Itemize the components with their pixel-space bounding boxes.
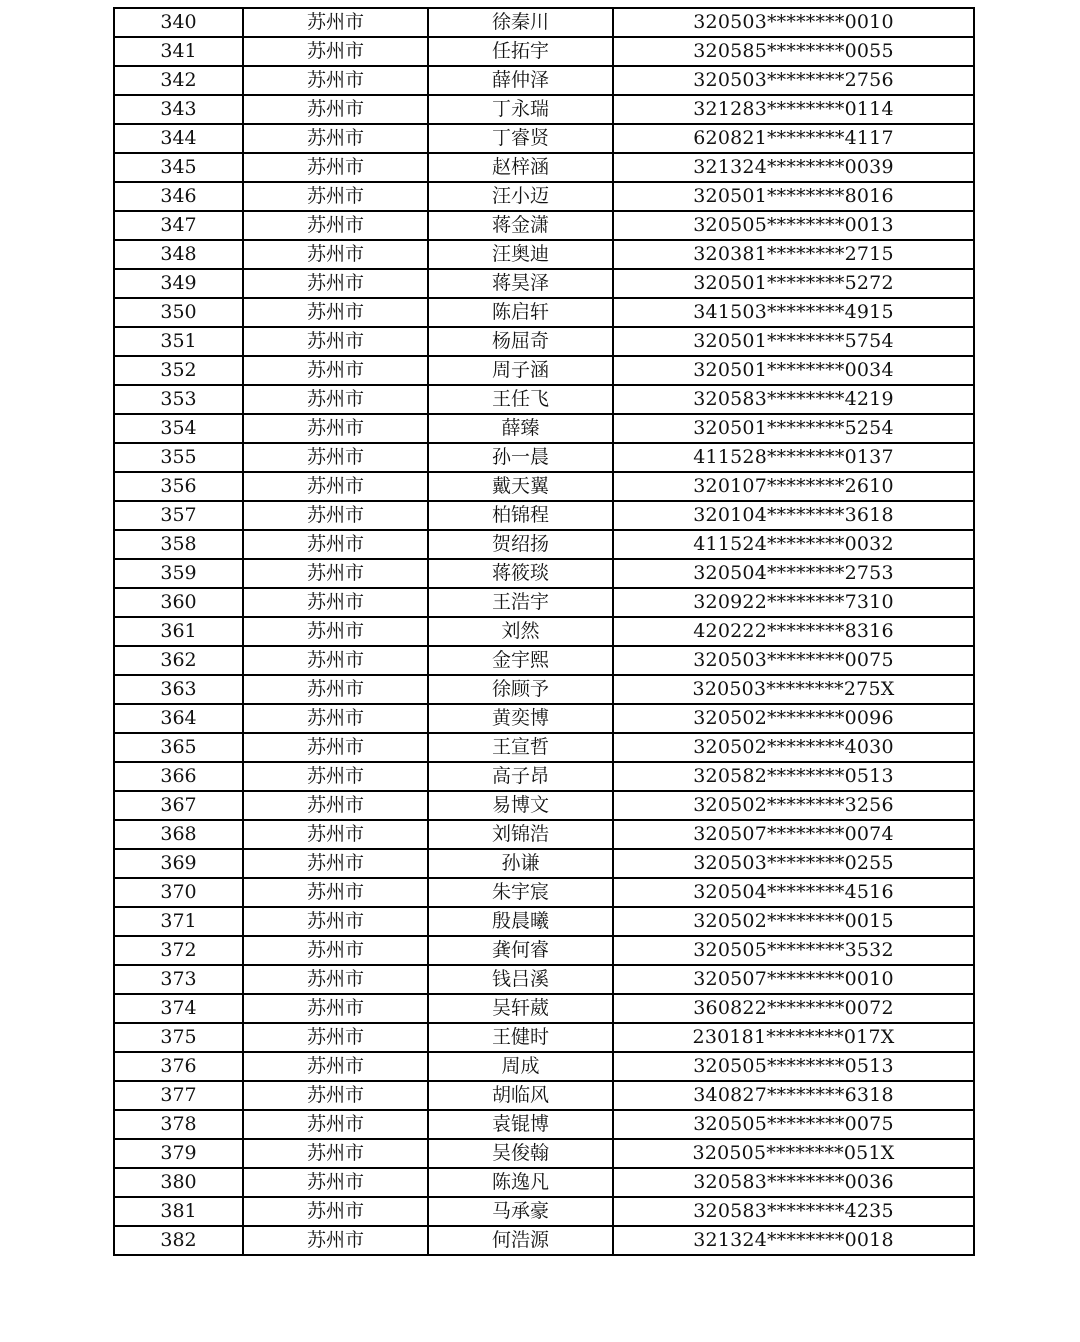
row-number-cell: 346 [114,182,243,211]
table-row [114,356,974,385]
person-name-cell: 王任飞 [428,385,613,414]
row-number-cell: 372 [114,936,243,965]
city-cell: 苏州市 [243,8,428,37]
id-number-cell: 420222********8316 [613,617,974,646]
id-number-cell: 320585********0055 [613,37,974,66]
city-cell: 苏州市 [243,1052,428,1081]
table-row [114,327,974,356]
person-name-cell: 孙一晨 [428,443,613,472]
id-number-cell: 320507********0074 [613,820,974,849]
table-row [114,240,974,269]
table-row [114,1226,974,1255]
city-cell: 苏州市 [243,588,428,617]
row-number-cell: 348 [114,240,243,269]
city-cell: 苏州市 [243,1197,428,1226]
row-number-cell: 352 [114,356,243,385]
city-cell: 苏州市 [243,211,428,240]
row-number-cell: 351 [114,327,243,356]
table-row [114,675,974,704]
id-number-cell: 320501********5754 [613,327,974,356]
id-number-cell: 321324********0039 [613,153,974,182]
city-cell: 苏州市 [243,182,428,211]
row-number-cell: 359 [114,559,243,588]
row-number-cell: 345 [114,153,243,182]
city-cell: 苏州市 [243,559,428,588]
table-row [114,1197,974,1226]
city-cell: 苏州市 [243,936,428,965]
id-number-cell: 320505********051X [613,1139,974,1168]
city-cell: 苏州市 [243,1168,428,1197]
city-cell: 苏州市 [243,327,428,356]
id-number-cell: 320505********0075 [613,1110,974,1139]
table-row [114,66,974,95]
table-row [114,8,974,37]
roster-table [113,7,975,1256]
row-number-cell: 349 [114,269,243,298]
person-name-cell: 丁永瑞 [428,95,613,124]
id-number-cell: 320583********4219 [613,385,974,414]
row-number-cell: 382 [114,1226,243,1255]
table-row [114,588,974,617]
table-row [114,124,974,153]
id-number-cell: 620821********4117 [613,124,974,153]
id-number-cell: 411528********0137 [613,443,974,472]
row-number-cell: 362 [114,646,243,675]
person-name-cell: 胡临风 [428,1081,613,1110]
row-number-cell: 364 [114,704,243,733]
city-cell: 苏州市 [243,414,428,443]
row-number-cell: 379 [114,1139,243,1168]
person-name-cell: 汪小迈 [428,182,613,211]
person-name-cell: 赵梓涵 [428,153,613,182]
city-cell: 苏州市 [243,124,428,153]
id-number-cell: 320504********4516 [613,878,974,907]
table-row [114,530,974,559]
row-number-cell: 366 [114,762,243,791]
city-cell: 苏州市 [243,472,428,501]
table-row [114,733,974,762]
roster-table-body [114,8,974,1255]
person-name-cell: 殷晨曦 [428,907,613,936]
city-cell: 苏州市 [243,878,428,907]
row-number-cell: 350 [114,298,243,327]
row-number-cell: 377 [114,1081,243,1110]
city-cell: 苏州市 [243,762,428,791]
row-number-cell: 369 [114,849,243,878]
table-row [114,849,974,878]
id-number-cell: 320503********0255 [613,849,974,878]
table-row [114,617,974,646]
row-number-cell: 347 [114,211,243,240]
person-name-cell: 刘然 [428,617,613,646]
id-number-cell: 320503********0075 [613,646,974,675]
person-name-cell: 周成 [428,1052,613,1081]
city-cell: 苏州市 [243,733,428,762]
person-name-cell: 薛仲泽 [428,66,613,95]
city-cell: 苏州市 [243,1226,428,1255]
id-number-cell: 320104********3618 [613,501,974,530]
row-number-cell: 374 [114,994,243,1023]
person-name-cell: 刘锦浩 [428,820,613,849]
city-cell: 苏州市 [243,37,428,66]
row-number-cell: 365 [114,733,243,762]
city-cell: 苏州市 [243,617,428,646]
id-number-cell: 320505********0513 [613,1052,974,1081]
city-cell: 苏州市 [243,849,428,878]
table-row [114,762,974,791]
table-row [114,965,974,994]
person-name-cell: 吴俊翰 [428,1139,613,1168]
row-number-cell: 358 [114,530,243,559]
row-number-cell: 342 [114,66,243,95]
id-number-cell: 341503********4915 [613,298,974,327]
row-number-cell: 368 [114,820,243,849]
city-cell: 苏州市 [243,153,428,182]
id-number-cell: 320505********3532 [613,936,974,965]
person-name-cell: 钱吕溪 [428,965,613,994]
row-number-cell: 376 [114,1052,243,1081]
id-number-cell: 320381********2715 [613,240,974,269]
person-name-cell: 易博文 [428,791,613,820]
person-name-cell: 徐顾予 [428,675,613,704]
person-name-cell: 王浩宇 [428,588,613,617]
person-name-cell: 丁睿贤 [428,124,613,153]
row-number-cell: 361 [114,617,243,646]
table-row [114,443,974,472]
table-row [114,472,974,501]
table-row [114,414,974,443]
id-number-cell: 320107********2610 [613,472,974,501]
row-number-cell: 378 [114,1110,243,1139]
id-number-cell: 320501********5272 [613,269,974,298]
row-number-cell: 355 [114,443,243,472]
city-cell: 苏州市 [243,704,428,733]
table-row [114,1052,974,1081]
person-name-cell: 马承豪 [428,1197,613,1226]
table-row [114,1023,974,1052]
city-cell: 苏州市 [243,1081,428,1110]
city-cell: 苏州市 [243,646,428,675]
person-name-cell: 周子涵 [428,356,613,385]
row-number-cell: 341 [114,37,243,66]
person-name-cell: 蒋筱琰 [428,559,613,588]
city-cell: 苏州市 [243,269,428,298]
row-number-cell: 371 [114,907,243,936]
roster-sheet [113,7,965,1256]
table-row [114,907,974,936]
id-number-cell: 320583********4235 [613,1197,974,1226]
person-name-cell: 柏锦程 [428,501,613,530]
city-cell: 苏州市 [243,356,428,385]
table-row [114,994,974,1023]
row-number-cell: 344 [114,124,243,153]
id-number-cell: 320922********7310 [613,588,974,617]
id-number-cell: 360822********0072 [613,994,974,1023]
id-number-cell: 320582********0513 [613,762,974,791]
table-row [114,936,974,965]
city-cell: 苏州市 [243,385,428,414]
person-name-cell: 汪奥迪 [428,240,613,269]
row-number-cell: 367 [114,791,243,820]
city-cell: 苏州市 [243,791,428,820]
city-cell: 苏州市 [243,820,428,849]
city-cell: 苏州市 [243,1139,428,1168]
table-row [114,269,974,298]
row-number-cell: 343 [114,95,243,124]
row-number-cell: 360 [114,588,243,617]
id-number-cell: 320503********275X [613,675,974,704]
id-number-cell: 320501********5254 [613,414,974,443]
table-row [114,385,974,414]
id-number-cell: 320502********0015 [613,907,974,936]
row-number-cell: 357 [114,501,243,530]
row-number-cell: 354 [114,414,243,443]
id-number-cell: 320505********0013 [613,211,974,240]
person-name-cell: 贺绍扬 [428,530,613,559]
city-cell: 苏州市 [243,66,428,95]
row-number-cell: 380 [114,1168,243,1197]
city-cell: 苏州市 [243,965,428,994]
table-row [114,704,974,733]
table-row [114,95,974,124]
city-cell: 苏州市 [243,1023,428,1052]
id-number-cell: 320502********4030 [613,733,974,762]
city-cell: 苏州市 [243,501,428,530]
row-number-cell: 375 [114,1023,243,1052]
city-cell: 苏州市 [243,95,428,124]
id-number-cell: 320501********0034 [613,356,974,385]
table-row [114,791,974,820]
city-cell: 苏州市 [243,443,428,472]
id-number-cell: 320502********3256 [613,791,974,820]
person-name-cell: 孙谦 [428,849,613,878]
person-name-cell: 黄奕博 [428,704,613,733]
person-name-cell: 朱宇宸 [428,878,613,907]
person-name-cell: 龚何睿 [428,936,613,965]
city-cell: 苏州市 [243,907,428,936]
person-name-cell: 陈逸凡 [428,1168,613,1197]
table-row [114,501,974,530]
table-row [114,878,974,907]
city-cell: 苏州市 [243,530,428,559]
id-number-cell: 321324********0018 [613,1226,974,1255]
person-name-cell: 金宇熙 [428,646,613,675]
id-number-cell: 321283********0114 [613,95,974,124]
person-name-cell: 薛臻 [428,414,613,443]
table-row [114,153,974,182]
table-row [114,820,974,849]
person-name-cell: 袁锟博 [428,1110,613,1139]
id-number-cell: 320502********0096 [613,704,974,733]
id-number-cell: 320503********0010 [613,8,974,37]
table-row [114,298,974,327]
row-number-cell: 363 [114,675,243,704]
person-name-cell: 王健时 [428,1023,613,1052]
person-name-cell: 陈启轩 [428,298,613,327]
person-name-cell: 何浩源 [428,1226,613,1255]
person-name-cell: 徐秦川 [428,8,613,37]
id-number-cell: 320583********0036 [613,1168,974,1197]
city-cell: 苏州市 [243,1110,428,1139]
table-row [114,1081,974,1110]
table-row [114,182,974,211]
table-row [114,211,974,240]
table-row [114,646,974,675]
person-name-cell: 蒋昊泽 [428,269,613,298]
id-number-cell: 320501********8016 [613,182,974,211]
row-number-cell: 356 [114,472,243,501]
person-name-cell: 高子昂 [428,762,613,791]
city-cell: 苏州市 [243,298,428,327]
table-row [114,1110,974,1139]
row-number-cell: 353 [114,385,243,414]
id-number-cell: 340827********6318 [613,1081,974,1110]
table-row [114,37,974,66]
person-name-cell: 王宣哲 [428,733,613,762]
city-cell: 苏州市 [243,994,428,1023]
id-number-cell: 411524********0032 [613,530,974,559]
row-number-cell: 370 [114,878,243,907]
person-name-cell: 戴天翼 [428,472,613,501]
row-number-cell: 381 [114,1197,243,1226]
id-number-cell: 320504********2753 [613,559,974,588]
table-row [114,1139,974,1168]
city-cell: 苏州市 [243,240,428,269]
table-row [114,559,974,588]
person-name-cell: 吴轩葳 [428,994,613,1023]
table-row [114,1168,974,1197]
person-name-cell: 杨屈奇 [428,327,613,356]
city-cell: 苏州市 [243,675,428,704]
id-number-cell: 320507********0010 [613,965,974,994]
id-number-cell: 320503********2756 [613,66,974,95]
person-name-cell: 蒋金潇 [428,211,613,240]
row-number-cell: 340 [114,8,243,37]
person-name-cell: 任拓宇 [428,37,613,66]
id-number-cell: 230181********017X [613,1023,974,1052]
row-number-cell: 373 [114,965,243,994]
